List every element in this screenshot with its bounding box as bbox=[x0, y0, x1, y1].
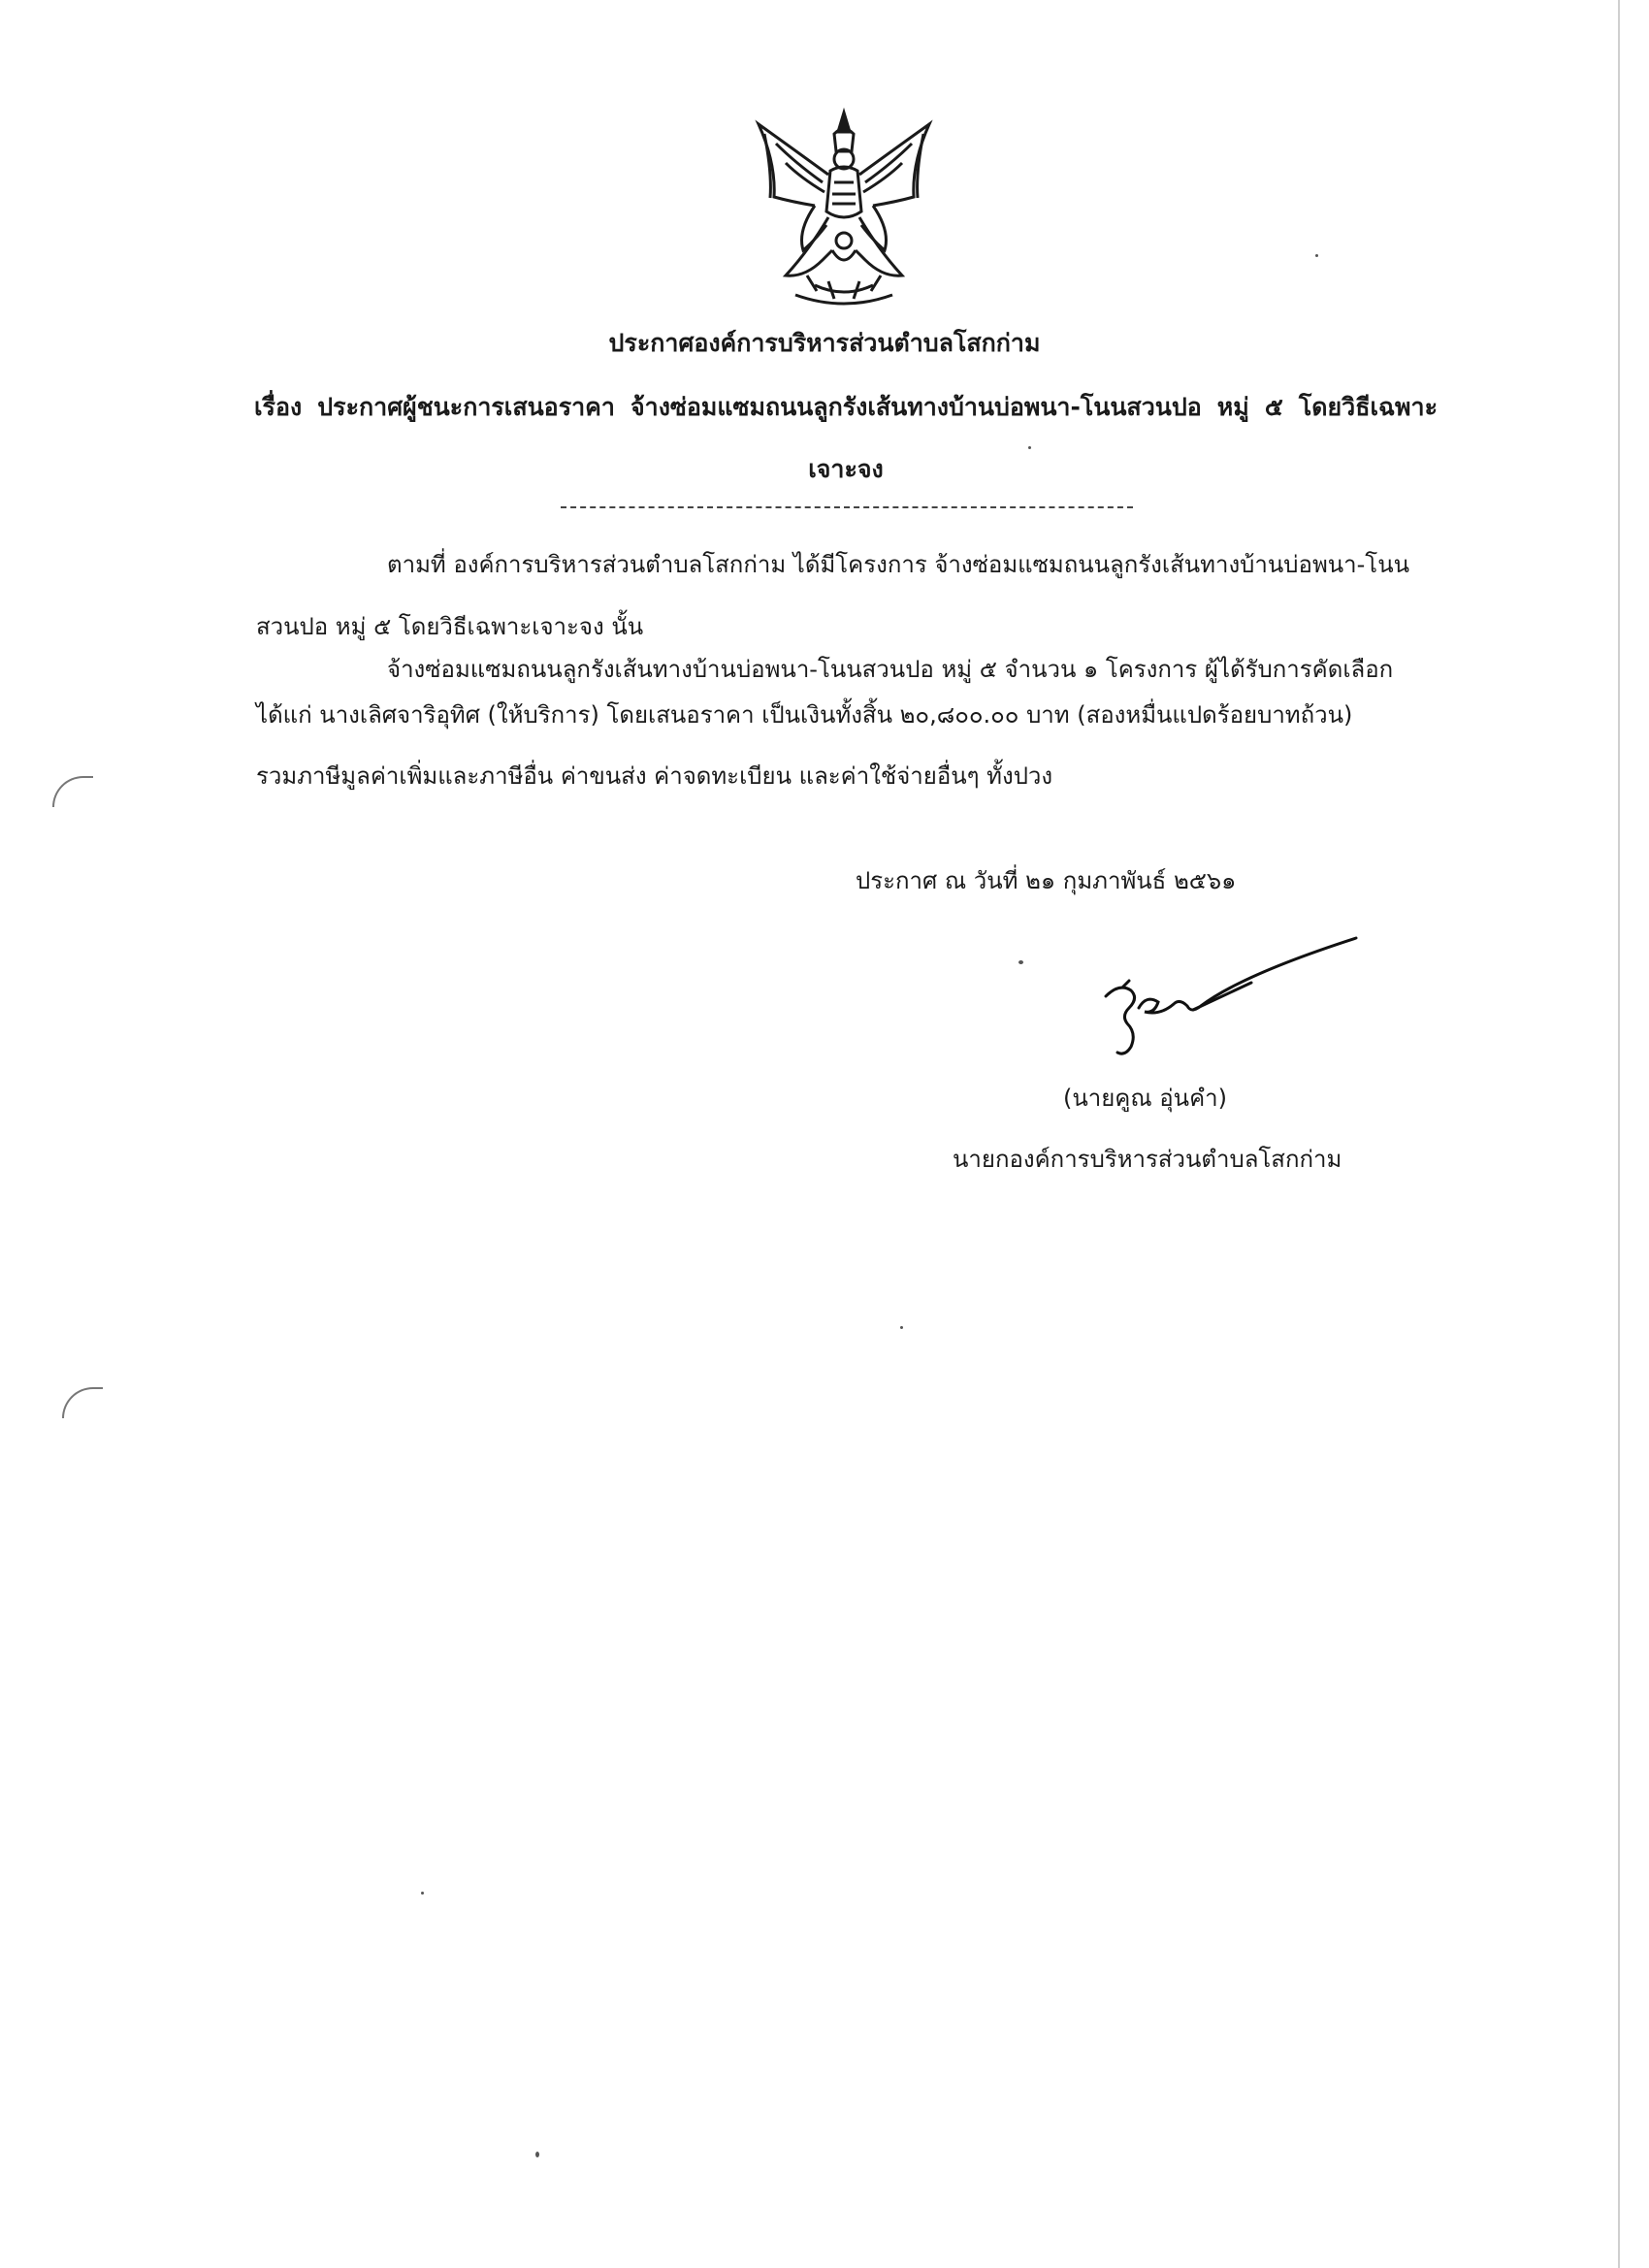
paragraph-1-line-1: ตามที่ องค์การบริหารส่วนตำบลโสกก่าม ได้มีโครงการ จ้างซ่อมแซมถนนลูกรังเส้นทางบ้านบ่อพนา-โนน bbox=[387, 551, 1410, 578]
paragraph-1-line-2: สวนปอ หมู่ ๕ โดยวิธีเฉพาะเจาะจง นั้น bbox=[256, 613, 644, 640]
paragraph-2-line-3: รวมภาษีมูลค่าเพิ่มและภาษีอื่น ค่าขนส่ง ค่าจดทะเบียน และค่าใช้จ่ายอื่นๆ ทั้งปวง bbox=[256, 762, 1053, 790]
issuer-title: ประกาศองค์การบริหารส่วนตำบลโสกก่าม bbox=[608, 329, 1041, 357]
scan-speck bbox=[1315, 254, 1318, 257]
subject-line: เรื่อง ประกาศผู้ชนะการเสนอราคา จ้างซ่อมแซมถนนลูกรังเส้นทางบ้านบ่อพนา-โนนสวนปอ หมู่ ๕ โดยวิธีเฉพาะเจาะจง bbox=[254, 393, 1438, 483]
signatory-name: (นายคูณ อุ่นคำ) bbox=[1063, 1085, 1227, 1112]
scan-speck bbox=[900, 1326, 903, 1329]
paragraph-2-line-1: จ้างซ่อมแซมถนนลูกรังเส้นทางบ้านบ่อพนา-โนนสวนปอ หมู่ ๕ จำนวน ๑ โครงการ ผู้ได้รับการคัดเลือก bbox=[387, 656, 1394, 683]
scan-artifact bbox=[52, 776, 93, 807]
scan-speck bbox=[1018, 960, 1023, 964]
scan-speck bbox=[535, 2152, 539, 2157]
signature-image bbox=[1086, 926, 1377, 1072]
scan-speck bbox=[1028, 446, 1031, 449]
paragraph-2-line-2: ได้แก่ นางเลิศจาริอุทิศ (ให้บริการ) โดยเสนอราคา เป็นเงินทั้งสิ้น ๒๐,๘๐๐.๐๐ บาท (สองหมื่นแปดร้อยบาทถ้วน) bbox=[256, 701, 1353, 729]
separator-line bbox=[561, 506, 1133, 508]
scan-artifact bbox=[62, 1387, 103, 1418]
announce-date: ประกาศ ณ วันที่ ๒๑ กุมภาพันธ์ ๒๕๖๑ bbox=[856, 867, 1237, 894]
garuda-emblem-icon bbox=[747, 105, 941, 318]
signatory-position: นายกองค์การบริหารส่วนตำบลโสกก่าม bbox=[953, 1146, 1342, 1173]
scan-speck bbox=[421, 1892, 424, 1895]
